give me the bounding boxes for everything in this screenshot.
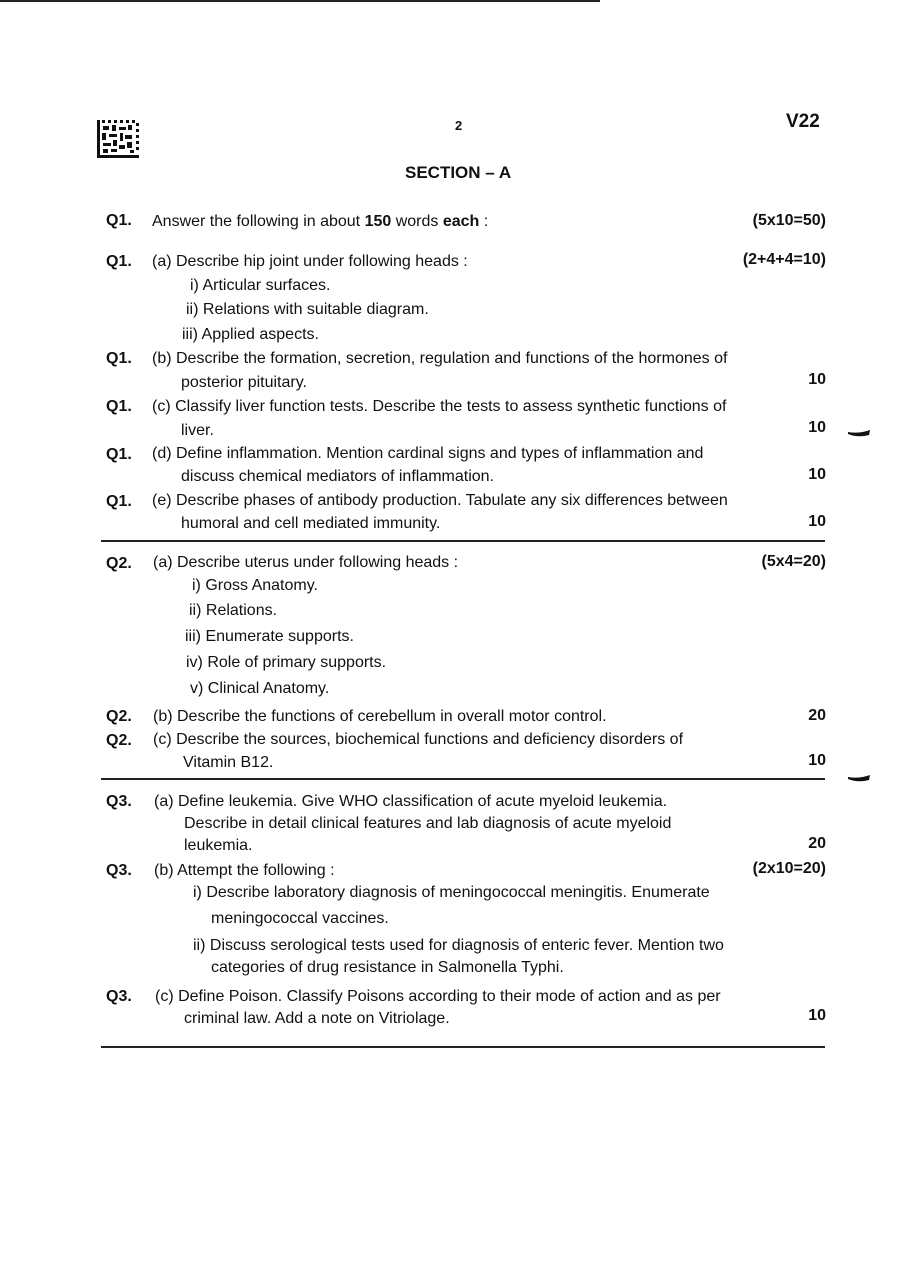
- marks-label: 20: [808, 835, 826, 852]
- marks-label: 10: [808, 419, 826, 436]
- question-text: leukemia.: [184, 837, 253, 854]
- sub-item: ii) Relations.: [189, 602, 278, 619]
- section-title: SECTION – A: [405, 163, 512, 182]
- sub-item: i) Gross Anatomy.: [192, 577, 318, 594]
- question-text: (c) Define Poison. Classify Poisons according to their mode of action and as per: [155, 988, 721, 1005]
- marks-label: 10: [808, 752, 826, 769]
- question-text: (a) Define leukemia. Give WHO classification of acute myeloid leukemia.: [154, 793, 668, 810]
- margin-mark-icon: [848, 430, 870, 438]
- question-number: Q1.: [106, 398, 132, 415]
- page-number: 2: [455, 118, 463, 133]
- sub-item: v) Clinical Anatomy.: [190, 680, 330, 697]
- question-text: (a) Describe uterus under following heads :: [153, 554, 459, 571]
- question-text: (b) Describe the functions of cerebellum in overall motor control.: [153, 708, 607, 725]
- marks-label: 10: [808, 1007, 826, 1024]
- question-number: Q2.: [106, 708, 132, 725]
- question-text: (e) Describe phases of antibody production. Tabulate any six differences between: [152, 492, 728, 509]
- top-border-line: [0, 0, 600, 2]
- marks-label: 10: [808, 513, 826, 530]
- sub-item: i) Articular surfaces.: [190, 277, 331, 294]
- marks-label: 20: [808, 707, 826, 724]
- question-number: Q3.: [106, 793, 132, 810]
- question-text: posterior pituitary.: [181, 374, 307, 391]
- question-number: Q3.: [106, 988, 132, 1005]
- marks-label: (5x10=50): [752, 212, 826, 229]
- sub-item: i) Describe laboratory diagnosis of meningococcal meningitis. Enumerate: [193, 884, 710, 901]
- question-text: humoral and cell mediated immunity.: [181, 515, 441, 532]
- section-divider: [101, 540, 825, 542]
- sub-item: ii) Relations with suitable diagram.: [186, 301, 429, 318]
- marks-label: 10: [808, 466, 826, 483]
- question-text: Vitamin B12.: [183, 754, 274, 771]
- question-number: Q1.: [106, 446, 132, 463]
- sub-item: iv) Role of primary supports.: [186, 654, 387, 671]
- question-text: criminal law. Add a note on Vitriolage.: [184, 1010, 450, 1027]
- instruction-text: Answer the following in about 150 words each :: [152, 213, 489, 230]
- question-text: discuss chemical mediators of inflammation.: [181, 468, 495, 485]
- section-divider: [101, 1046, 825, 1048]
- question-number: Q1.: [106, 493, 132, 510]
- question-number: Q2.: [106, 555, 132, 572]
- question-number: Q1.: [106, 253, 132, 270]
- sub-item: iii) Enumerate supports.: [185, 628, 354, 645]
- sub-item: meningococcal vaccines.: [211, 910, 389, 927]
- question-text: liver.: [181, 422, 214, 439]
- sub-item: iii) Applied aspects.: [182, 326, 319, 343]
- marks-label: (5x4=20): [761, 553, 826, 570]
- datamatrix-code-icon: [97, 118, 139, 158]
- paper-code: V22: [786, 111, 820, 132]
- marks-label: (2x10=20): [752, 860, 826, 877]
- question-text: (c) Describe the sources, biochemical functions and deficiency disorders of: [153, 731, 684, 748]
- margin-mark-icon: [848, 775, 870, 783]
- sub-item: ii) Discuss serological tests used for diagnosis of enteric fever. Mention two: [193, 937, 724, 954]
- sub-item: categories of drug resistance in Salmonella Typhi.: [211, 959, 564, 976]
- marks-label: 10: [808, 371, 826, 388]
- question-text: (c) Classify liver function tests. Describe the tests to assess synthetic functions of: [152, 398, 727, 415]
- question-text: (a) Describe hip joint under following heads :: [152, 253, 468, 270]
- marks-label: (2+4+4=10): [742, 251, 826, 268]
- question-number: Q2.: [106, 732, 132, 749]
- question-text: (b) Describe the formation, secretion, regulation and functions of the hormones of: [152, 350, 728, 367]
- question-number: Q1.: [106, 212, 132, 229]
- section-divider: [101, 778, 825, 780]
- question-text: (d) Define inflammation. Mention cardinal signs and types of inflammation and: [152, 445, 704, 462]
- question-number: Q1.: [106, 350, 132, 367]
- question-number: Q3.: [106, 862, 132, 879]
- question-text: (b) Attempt the following :: [154, 862, 335, 879]
- question-text: Describe in detail clinical features and lab diagnosis of acute myeloid: [184, 815, 672, 832]
